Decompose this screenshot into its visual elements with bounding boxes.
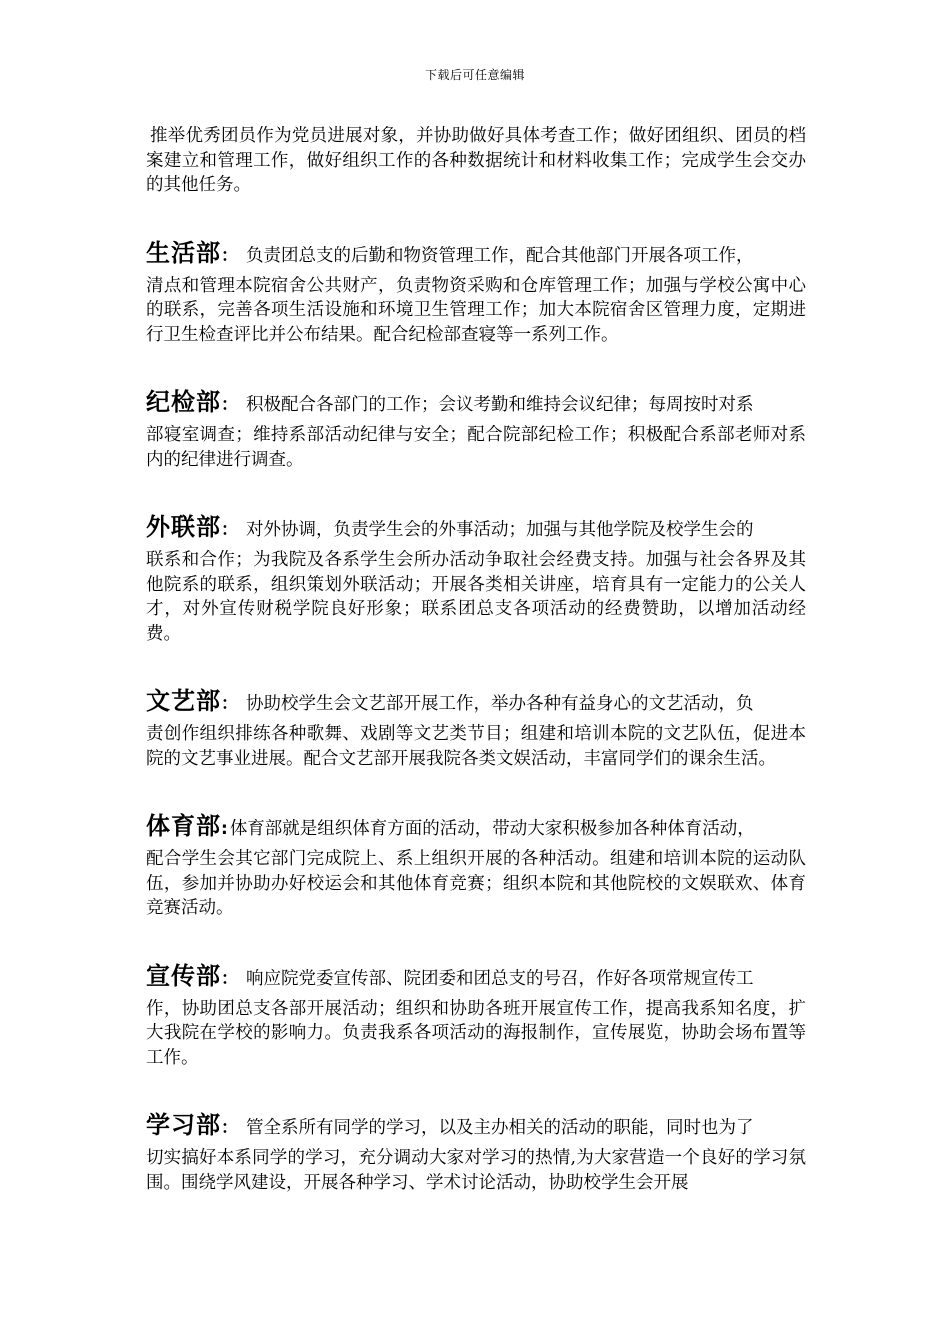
dept-title: 文艺部	[146, 687, 221, 715]
document-body	[146, 124, 806, 1195]
dept-colon: ：	[221, 395, 238, 415]
dept-colon: ：	[221, 1118, 238, 1138]
dept-colon: ：	[221, 245, 238, 266]
dept-body-text: 清点和管理本院宿舍公共财产，负责物资采购和仓库管理工作；加强与学校公寓中心的联系，完善各项生活设施和环境卫生管理工作；加大本院宿舍区管理力度，定期进行卫生检查评比并公布结果。配合纪检部查寝等一系列工作。	[146, 275, 806, 345]
dept-body-text: 部寝室调查；维持系部活动纪律与安全；配合院部纪检工作；积极配合系部老师对系内的纪律进行调查。	[146, 425, 806, 470]
dept-lead-text: 协助校学生会文艺部开展工作，举办各种有益身心的文艺活动，负	[246, 694, 754, 714]
dept-title: 学习部	[146, 1111, 221, 1139]
dept-colon: ：	[221, 520, 238, 540]
dept-title: 体育部	[146, 812, 221, 840]
dept-colon: ：	[221, 694, 238, 714]
dept-title: 纪检部	[146, 388, 221, 416]
section-study-dept	[146, 1107, 806, 1195]
dept-lead-text: 体育部就是组织体育方面的活动，带动大家积极参加各种体育活动，	[229, 819, 755, 839]
section-publicity-dept	[146, 958, 806, 1071]
dept-body-text: 配合学生会其它部门完成院上、系上组织开展的各种活动。组建和培训本院的运动队伍，参加并协助办好校运会和其他体育竞赛；组织本院和其他院校的文娱联欢、体育竞赛活动。	[146, 849, 806, 918]
section-sports-dept	[146, 808, 806, 921]
dept-title: 外联部	[146, 513, 221, 541]
dept-title: 宣传部	[146, 961, 221, 990]
dept-lead-text: 响应院党委宣传部、院团委和团总支的号召，作好各项常规宣传工	[246, 968, 754, 989]
section-arts-dept	[146, 683, 806, 771]
dept-title: 生活部	[146, 238, 221, 267]
dept-body-text: 作，协助团总支各部开展活动；组织和协助各班开展宣传工作，提高我系知名度，扩大我院在学校的影响力。负责我系各项活动的海报制作，宣传展览，协助会场布置等工作。	[146, 998, 806, 1068]
intro-paragraph: 推举优秀团员作为党员进展对象，并协助做好具体考查工作；做好团组织、团员的档案建立和管理工作，做好组织工作的各种数据统计和材料收集工作；完成学生会交办的其他任务。	[146, 126, 806, 195]
section-discipline-dept	[146, 384, 806, 472]
dept-body-text: 切实搞好本系同学的学习，充分调动大家对学习的热情,为大家营造一个良好的学习氛围。围绕学风建设，开展各种学习、学术讨论活动，协助校学生会开展	[146, 1148, 806, 1193]
dept-lead-text: 积极配合各部门的工作；会议考勤和维持会议纪律；每周按时对系	[246, 395, 754, 415]
dept-colon: :	[221, 819, 228, 839]
dept-lead-text: 负责团总支的后勤和物资管理工作，配合其他部门开展各项工作，	[246, 245, 754, 266]
dept-lead-text: 对外协调，负责学生会的外事活动；加强与其他学院及校学生会的	[246, 520, 754, 540]
dept-body-text: 联系和合作；为我院及各系学生会所办活动争取社会经费支持。加强与社会各界及其他院系的联系，组织策划外联活动；开展各类相关讲座，培育具有一定能力的公关人才，对外宣传财税学院良好形象；联系团总支各项活动的经费赞助，以增加活动经费。	[146, 550, 806, 644]
section-life-dept	[146, 235, 806, 348]
dept-lead-text: 管全系所有同学的学习，以及主办相关的活动的职能，同时也为了	[246, 1118, 754, 1138]
dept-colon: ：	[221, 968, 238, 989]
dept-body-text: 责创作组织排练各种歌舞、戏剧等文艺类节目；组建和培训本院的文艺队伍，促进本院的文艺事业进展。配合文艺部开展我院各类文娱活动，丰富同学们的课余生活。	[146, 724, 806, 769]
section-external-dept	[146, 509, 806, 646]
page-header-note: 下载后可任意编辑	[424, 68, 525, 82]
